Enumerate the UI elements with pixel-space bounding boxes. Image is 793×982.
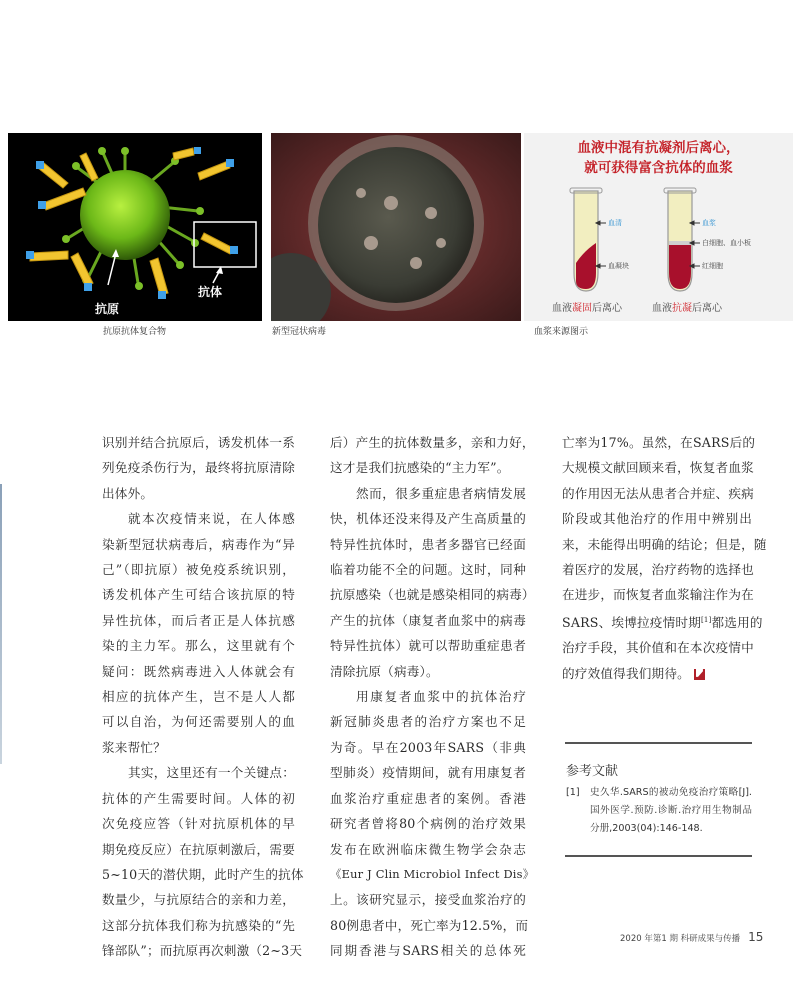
text-line: 大规模文献回顾来看，恢复者血浆 bbox=[562, 460, 754, 476]
text-line: 出体外。 bbox=[102, 485, 154, 501]
tube1-caption bbox=[552, 299, 622, 314]
text-line: 用康复者血浆中的抗体治疗 bbox=[356, 689, 526, 705]
text-line: 型肺炎）疫情期间，就有用康复者 bbox=[330, 765, 526, 781]
text-line: 新冠肺炎患者的治疗方案也不足 bbox=[330, 714, 526, 730]
reference-text: 史久华.SARS的被动免疫治疗策略[J].国外医学.预防.诊断.治疗用生物制品分册,2003(04):146-148. bbox=[590, 787, 752, 834]
antibody-label: 抗体 bbox=[198, 285, 223, 299]
plasma-label: 血浆 bbox=[702, 219, 716, 227]
text-fragment: 的疗效值得我们期待。 bbox=[562, 665, 690, 681]
figure-coronavirus-image bbox=[271, 133, 521, 321]
text-line: 后）产生的抗体数量多，亲和力好， bbox=[330, 435, 535, 450]
text-line: 数量少，与抗原结合的亲和力差， bbox=[102, 892, 295, 908]
text-line bbox=[562, 661, 752, 686]
text-line: 抗体的产生需要时间。人体的初 bbox=[102, 790, 295, 806]
text-line bbox=[562, 608, 763, 636]
figure-caption: 抗原抗体复合物 bbox=[103, 327, 167, 337]
text-line: 产生的抗体（康复者血浆中的病毒 bbox=[330, 612, 526, 628]
tube1-caption-post: 后离心 bbox=[592, 303, 622, 314]
tube1-caption-pre: 血液 bbox=[552, 303, 572, 314]
tube1-caption-highlight: 凝固 bbox=[572, 303, 592, 314]
text-line: 这才是我们抗感染的“主力军”。 bbox=[330, 460, 510, 476]
antigen-label: 抗原 bbox=[95, 302, 120, 316]
text-line: 清除抗原（病毒）。 bbox=[330, 663, 439, 679]
page-footer bbox=[620, 930, 763, 944]
text-line: 特异性抗体）就可以帮助重症患者 bbox=[330, 638, 526, 654]
text-line: 浆来帮忙？ bbox=[102, 739, 166, 755]
reference-number: [1] bbox=[566, 787, 580, 798]
text-line: 同期香港与SARS相关的总体死 bbox=[330, 943, 526, 959]
text-line: 亡率为17%。虽然，在SARS后的 bbox=[562, 435, 756, 450]
text-line: 相应的抗体产生，岂不是人人都 bbox=[102, 689, 295, 705]
diagram-title-line2: 就可获得富含抗体的血浆 bbox=[584, 160, 733, 176]
serum-label: 血清 bbox=[608, 219, 622, 227]
text-line: 《Eur J Clin Microbiol Infect Dis》 bbox=[330, 866, 535, 881]
blood-clot-label: 血凝块 bbox=[608, 262, 629, 270]
text-line: 特异性抗体时，患者多器官已经面 bbox=[330, 536, 526, 552]
text-line: 治疗手段，其价值和在本次疫情中 bbox=[562, 640, 754, 656]
figure-caption: 新型冠状病毒 bbox=[272, 327, 327, 337]
text-line: 抗原感染（也就是感染相同的病毒） bbox=[330, 587, 535, 603]
figure-caption: 血浆来源图示 bbox=[534, 327, 589, 337]
text-fragment: 都选用的 bbox=[711, 615, 763, 631]
text-line: 上。该研究显示，接受血浆治疗的 bbox=[330, 892, 526, 908]
citation-marker[interactable]: [1] bbox=[700, 615, 712, 624]
references-top-rule bbox=[565, 742, 752, 744]
text-line: 染的主力军。那么，这里就有个 bbox=[102, 638, 295, 654]
text-line: 己”（即抗原）被免疫系统识别， bbox=[102, 562, 295, 578]
page-edge-decoration bbox=[0, 484, 2, 764]
text-line: 为奇。早在2003年SARS（非典 bbox=[330, 739, 526, 755]
text-line: 列免疫杀伤行为，最终将抗原清除 bbox=[102, 460, 295, 476]
text-line: 锋部队”；而抗原再次刺激（2~3天 bbox=[102, 943, 303, 959]
text-line: 可以自治，为何还需要别人的血 bbox=[102, 714, 295, 730]
figure-plasma-diagram bbox=[524, 133, 793, 321]
coronavirus-illustration bbox=[271, 133, 521, 321]
text-line: 来，未能得出明确的结论；但是，随 bbox=[562, 536, 767, 552]
text-fragment: SARS、埃博拉疫情时期 bbox=[562, 615, 701, 631]
text-line: 其实，这里还有一个关键点： bbox=[128, 765, 295, 781]
references-title: 参考文献 bbox=[566, 764, 619, 779]
text-line: 血浆治疗重症患者的案例。香港 bbox=[330, 790, 526, 806]
white-cells-platelets-label: 白细胞、血小板 bbox=[702, 239, 751, 247]
antigen-antibody-illustration bbox=[8, 133, 262, 321]
text-line: 阶段或其他治疗的作用中辨别出 bbox=[562, 511, 752, 527]
text-line: 异性抗体，而后者正是人体抗感 bbox=[102, 612, 295, 628]
diagram-title-line1: 血液中混有抗凝剂后离心， bbox=[577, 140, 740, 156]
text-line: 快，机体还没来得及产生高质量的 bbox=[330, 511, 526, 527]
tube2-caption bbox=[652, 299, 722, 314]
text-line: 染新型冠状病毒后，病毒作为“异 bbox=[102, 536, 295, 552]
text-line: 识别并结合抗原后，诱发机体一系 bbox=[102, 435, 295, 450]
text-line: 在进步，而恢复者血浆输注作为在 bbox=[562, 587, 754, 603]
text-line: 发布在欧洲临床微生物学会杂志 bbox=[330, 841, 526, 857]
article-column-3 bbox=[562, 430, 767, 686]
text-line: 这部分抗体我们称为抗感染的“先 bbox=[102, 917, 295, 933]
text-line: 研究者曾将80个病例的治疗效果 bbox=[330, 816, 526, 832]
text-line: 期免疫反应）在抗原刺激后，需要 bbox=[102, 841, 295, 857]
page-number: 15 bbox=[748, 930, 764, 944]
text-line: 疑问：既然病毒进入人体就会有 bbox=[102, 663, 295, 679]
references-bottom-rule bbox=[565, 855, 752, 857]
text-line: 80例患者中，死亡率为12.5%，而 bbox=[330, 917, 529, 933]
article-column-2 bbox=[330, 430, 535, 964]
tube2-caption-pre: 血液 bbox=[652, 303, 672, 314]
red-cells-label: 红细胞 bbox=[702, 262, 723, 270]
figure-antigen-antibody-image bbox=[8, 133, 262, 321]
tube2-caption-highlight: 抗凝 bbox=[672, 303, 692, 314]
article-column-1 bbox=[102, 430, 304, 964]
text-line: 诱发机体产生可结合该抗原的特 bbox=[102, 587, 295, 603]
text-line: 着医疗的发展，治疗药物的选择也 bbox=[562, 562, 754, 578]
article-end-mark-icon bbox=[694, 669, 705, 680]
footer-issue: 2020 年第1 期 科研成果与传播 bbox=[620, 934, 741, 944]
tube2-caption-post: 后离心 bbox=[692, 303, 722, 314]
text-line: 然而，很多重症患者病情发展 bbox=[356, 485, 526, 501]
text-line: 临着功能不全的问题。这时，同种 bbox=[330, 562, 526, 578]
text-line: 次免疫应答（针对抗原机体的早 bbox=[102, 816, 295, 832]
test-tubes-illustration bbox=[524, 133, 793, 321]
text-line: 就本次疫情来说，在人体感 bbox=[128, 511, 295, 527]
text-line: 的作用因无法从患者合并症、疾病 bbox=[562, 485, 754, 501]
text-line: 5~10天的潜伏期，此时产生的抗体 bbox=[102, 866, 304, 882]
